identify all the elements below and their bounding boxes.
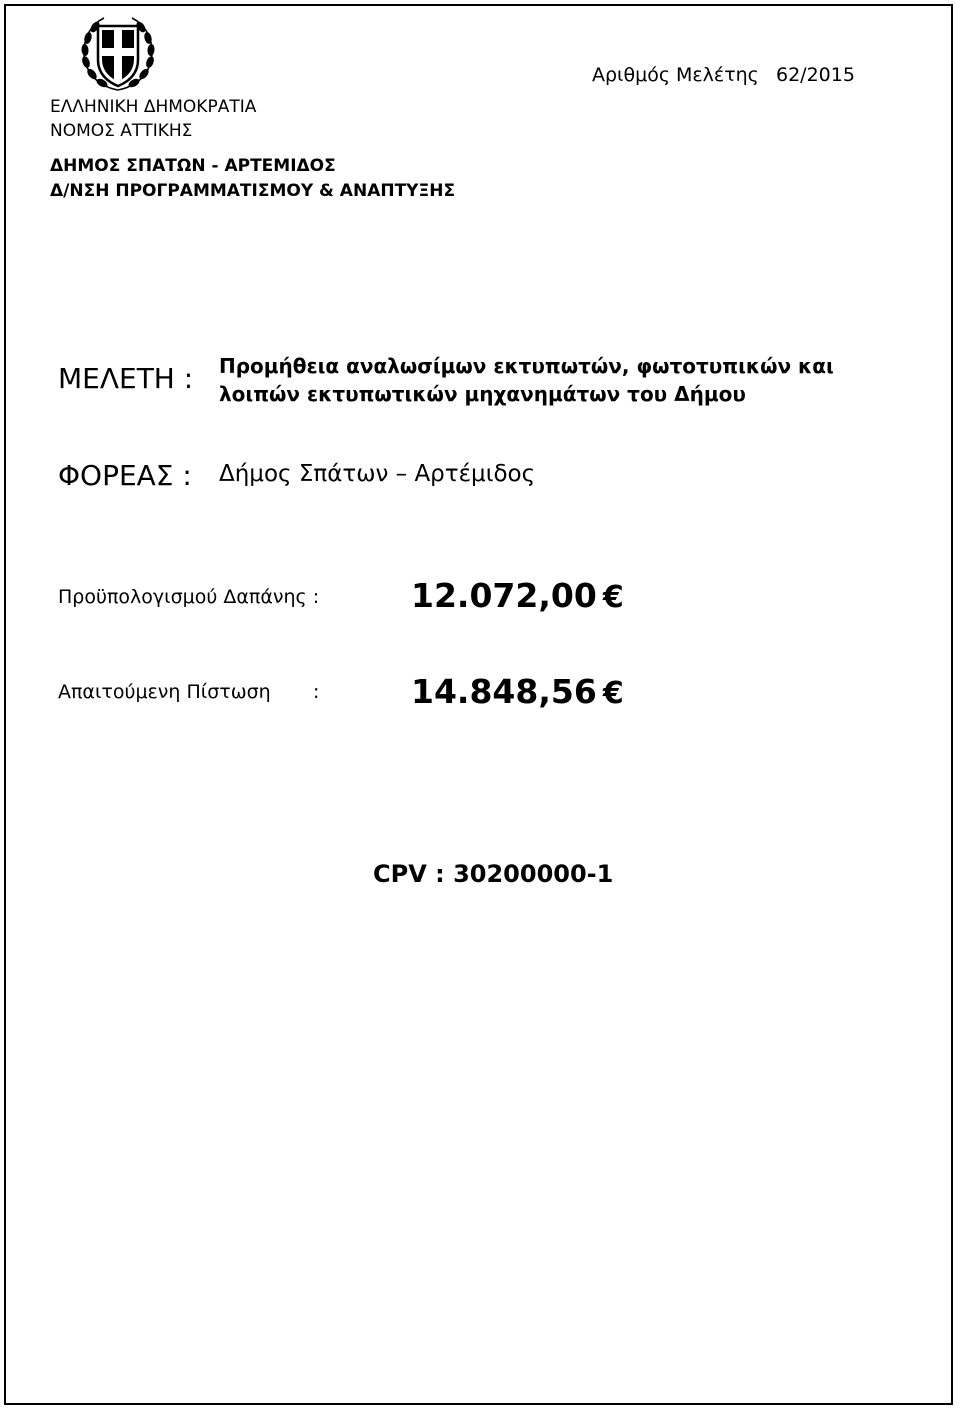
study-number-label: Αριθμός Μελέτης: [592, 64, 759, 86]
credit-colon: :: [313, 681, 320, 703]
euro-sign: €: [602, 676, 624, 711]
republic-name: ΕΛΛΗΝΙΚΗ ΔΗΜΟΚΡΑΤΙΑ: [50, 97, 257, 117]
study-label: ΜΕΛΕΤΗ :: [58, 362, 194, 395]
prefecture-name: ΝΟΜΟΣ ΑΤΤΙΚΗΣ: [50, 121, 193, 141]
municipality-name: ΔΗΜΟΣ ΣΠΑΤΩΝ - ΑΡΤΕΜΙΔΟΣ: [50, 156, 336, 176]
cpv-code: CPV : 30200000-1: [373, 860, 614, 888]
budget-label: Προϋπολογισμού Δαπάνης :: [58, 586, 320, 608]
coat-of-arms-icon: [78, 12, 158, 94]
study-title-line-1: Προμήθεια αναλωσίμων εκτυπωτών, φωτοτυπικών και: [219, 354, 834, 378]
credit-label: Απαιτούμενη Πίστωση: [58, 681, 271, 703]
budget-amount: [411, 576, 624, 615]
budget-value: 12.072,00: [411, 576, 597, 615]
directorate-name: Δ/ΝΣΗ ΠΡΟΓΡΑΜΜΑΤΙΣΜΟΥ & ΑΝΑΠΤΥΞΗΣ: [50, 181, 456, 201]
credit-amount: [411, 672, 624, 711]
agency-value: Δήμος Σπάτων – Αρτέμιδος: [219, 461, 536, 487]
study-number-value: 62/2015: [776, 64, 855, 86]
euro-sign: €: [602, 580, 624, 615]
agency-label: ΦΟΡΕΑΣ :: [58, 459, 192, 492]
study-title: [219, 352, 834, 408]
study-title-line-2: λοιπών εκτυπωτικών μηχανημάτων του Δήμου: [219, 382, 746, 406]
credit-value: 14.848,56: [411, 672, 597, 711]
